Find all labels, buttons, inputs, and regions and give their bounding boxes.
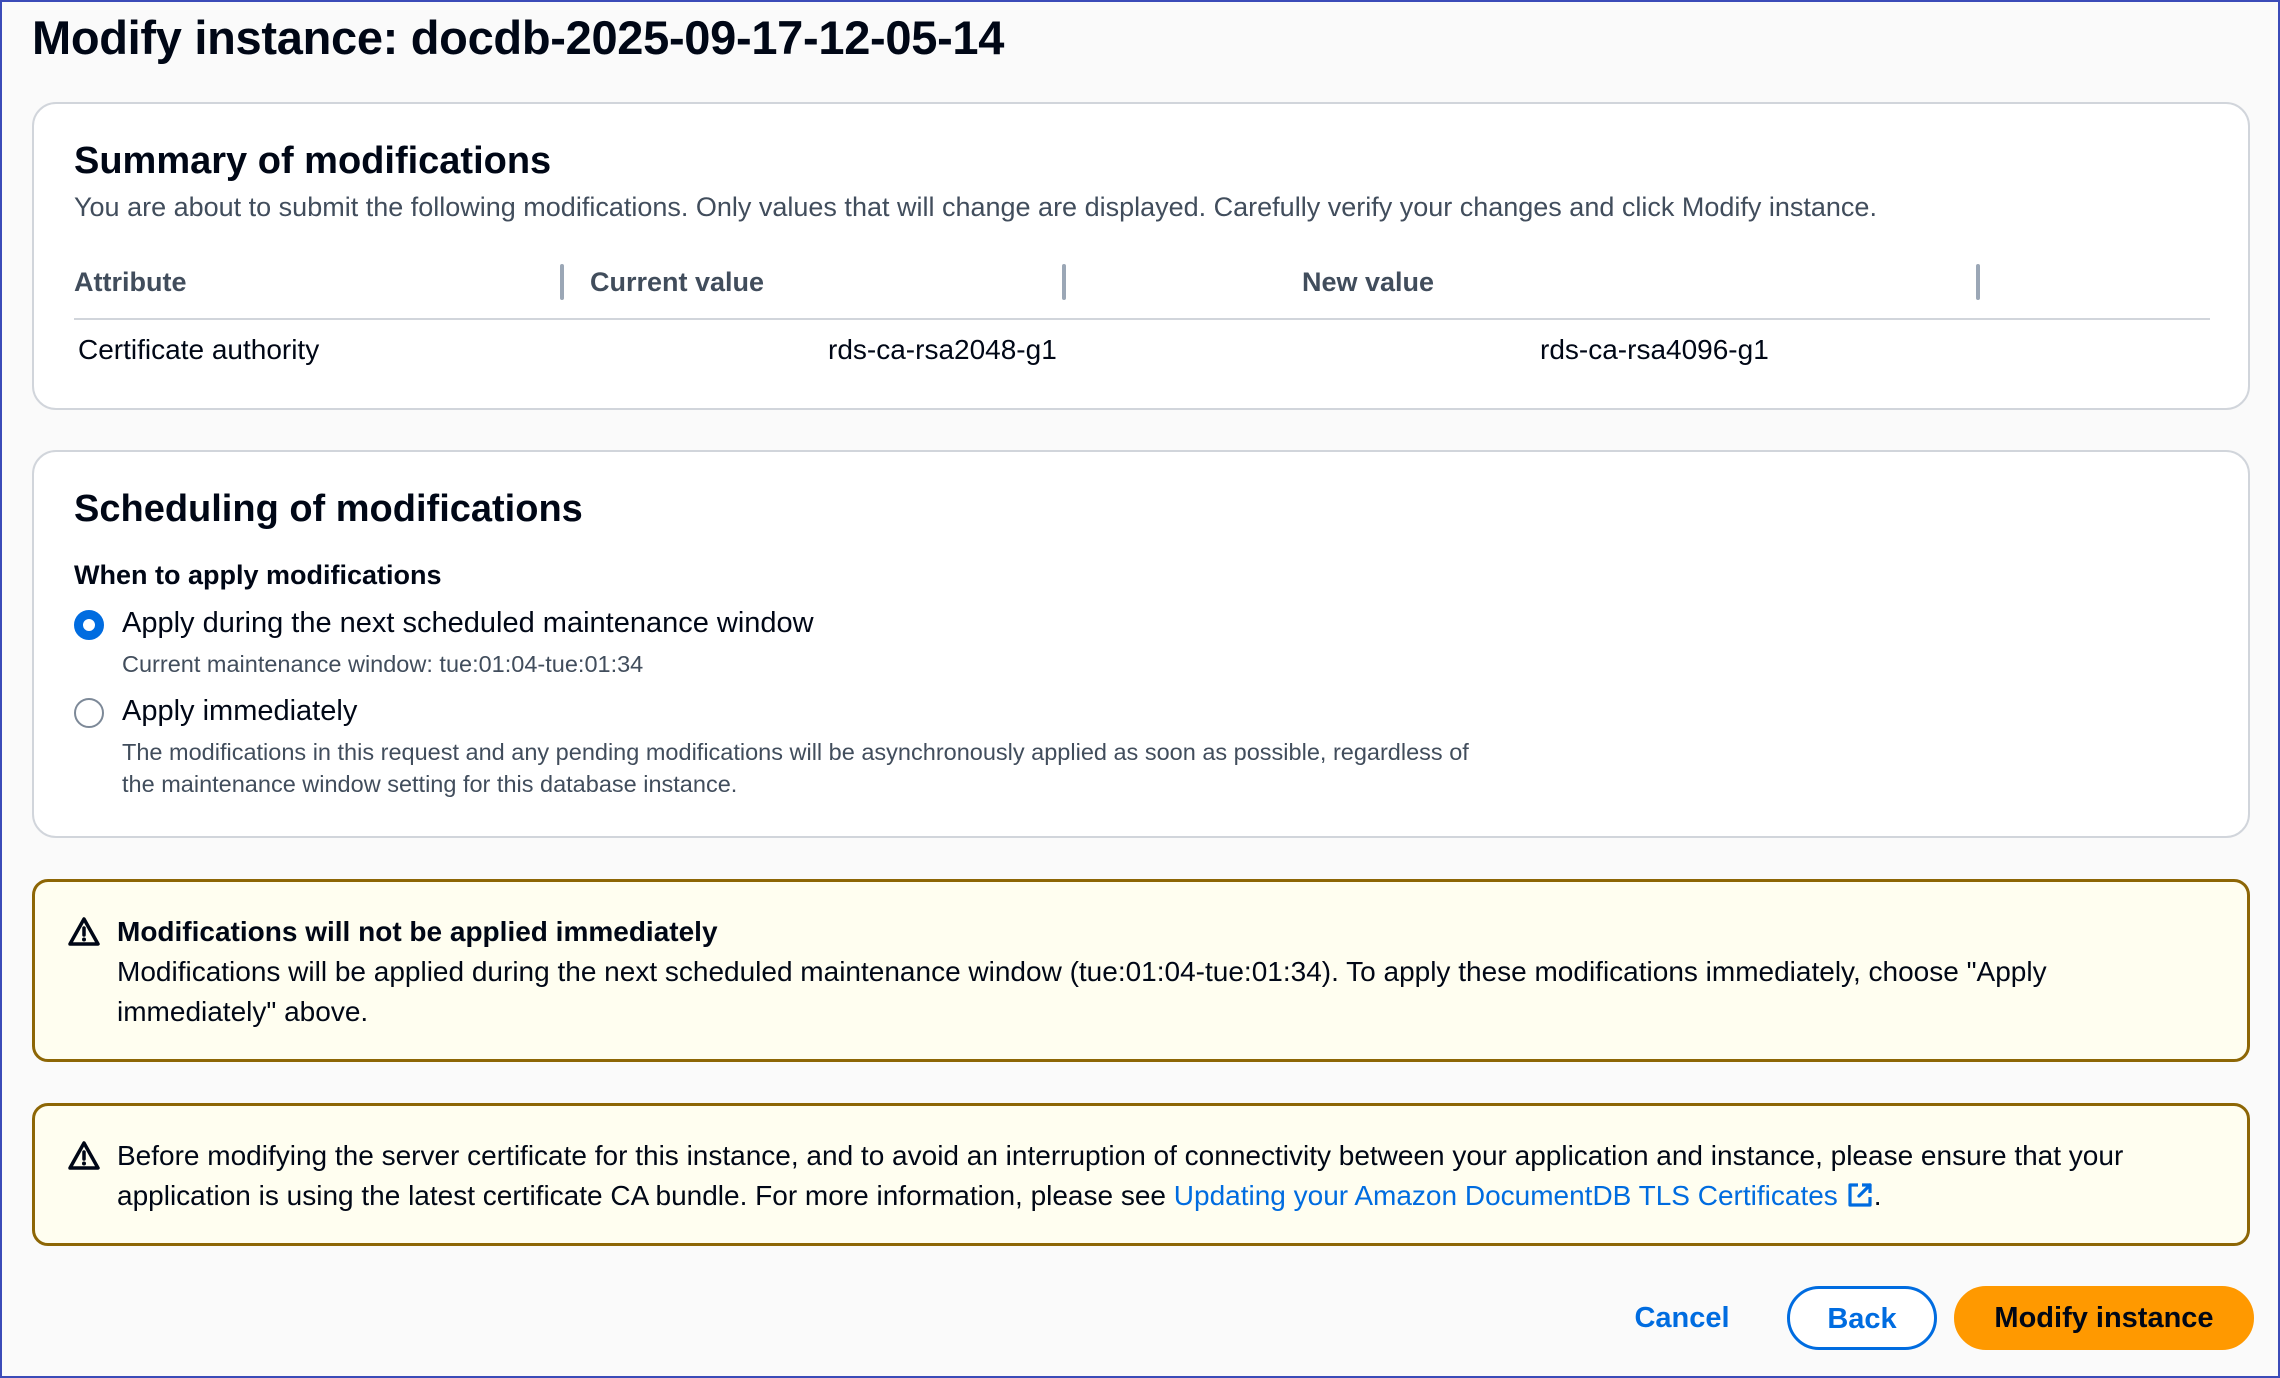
scheduling-heading: Scheduling of modifications xyxy=(74,488,583,530)
alert-title: Modifications will not be applied immediately xyxy=(117,916,718,947)
alert-content xyxy=(117,1136,2207,1216)
column-header-current-value[interactable]: Current value xyxy=(590,256,1080,316)
cell-current-value: rds-ca-rsa2048-g1 xyxy=(828,334,1057,365)
radio-description: The modifications in this request and any pending modifications will be asynchronously applied as soon as possible, regardless of the maintenance window setting for this database instance. xyxy=(122,739,1469,797)
radio-label[interactable]: Apply during the next scheduled maintenance window xyxy=(122,607,814,639)
schedule-warning-alert xyxy=(32,879,2250,1062)
warning-triangle-icon xyxy=(67,916,101,948)
radio-button[interactable] xyxy=(74,698,104,728)
cell-new-value: rds-ca-rsa4096-g1 xyxy=(1540,334,1769,365)
cell-attribute: Certificate authority xyxy=(78,334,320,365)
column-header-new-value[interactable]: New value xyxy=(1302,256,2210,316)
certificate-warning-alert xyxy=(32,1103,2250,1246)
summary-description: You are about to submit the following modifications. Only values that will change are displayed. Carefully verify your changes and click Modify instance. xyxy=(74,192,1877,222)
radio-description: Current maintenance window: tue:01:04-tue:01:34 xyxy=(122,651,644,677)
scheduling-card xyxy=(32,450,2250,838)
warning-triangle-icon xyxy=(67,1140,101,1172)
tls-certificates-link[interactable]: Updating your Amazon DocumentDB TLS Certificates xyxy=(1174,1180,1874,1211)
modify-instance-button[interactable]: Modify instance xyxy=(1954,1286,2254,1350)
cancel-button[interactable]: Cancel xyxy=(1634,1302,1730,1334)
page-title: Modify instance: docdb-2025-09-17-12-05-14 xyxy=(32,11,1005,64)
back-button[interactable]: Back xyxy=(1787,1286,1937,1350)
column-resize-handle[interactable] xyxy=(560,264,564,300)
column-resize-handle[interactable] xyxy=(1062,264,1066,300)
alert-message: Modifications will be applied during the next scheduled maintenance window (tue:01:04-tue:01:34). To apply these modifications immediately, choose "Apply immediately" above. xyxy=(117,956,2047,1027)
column-resize-handle[interactable] xyxy=(1976,264,1980,300)
summary-heading: Summary of modifications xyxy=(74,140,552,182)
when-to-apply-label: When to apply modifications xyxy=(74,560,442,590)
external-link-icon[interactable] xyxy=(1846,1181,1874,1209)
summary-card xyxy=(32,102,2250,410)
summary-table-header xyxy=(74,256,2210,320)
alert-content xyxy=(117,912,2207,1032)
alert-message: Before modifying the server certificate for this instance, and to avoid an interruption of connectivity between your application and instance, please ensure that your application is using the latest certificate CA bundle. For more information, please see xyxy=(117,1140,2124,1211)
radio-button-selected[interactable] xyxy=(74,610,104,640)
column-header-attribute[interactable]: Attribute xyxy=(74,256,564,316)
radio-label[interactable]: Apply immediately xyxy=(122,695,358,727)
alert-message-end: . xyxy=(1873,1180,1882,1211)
